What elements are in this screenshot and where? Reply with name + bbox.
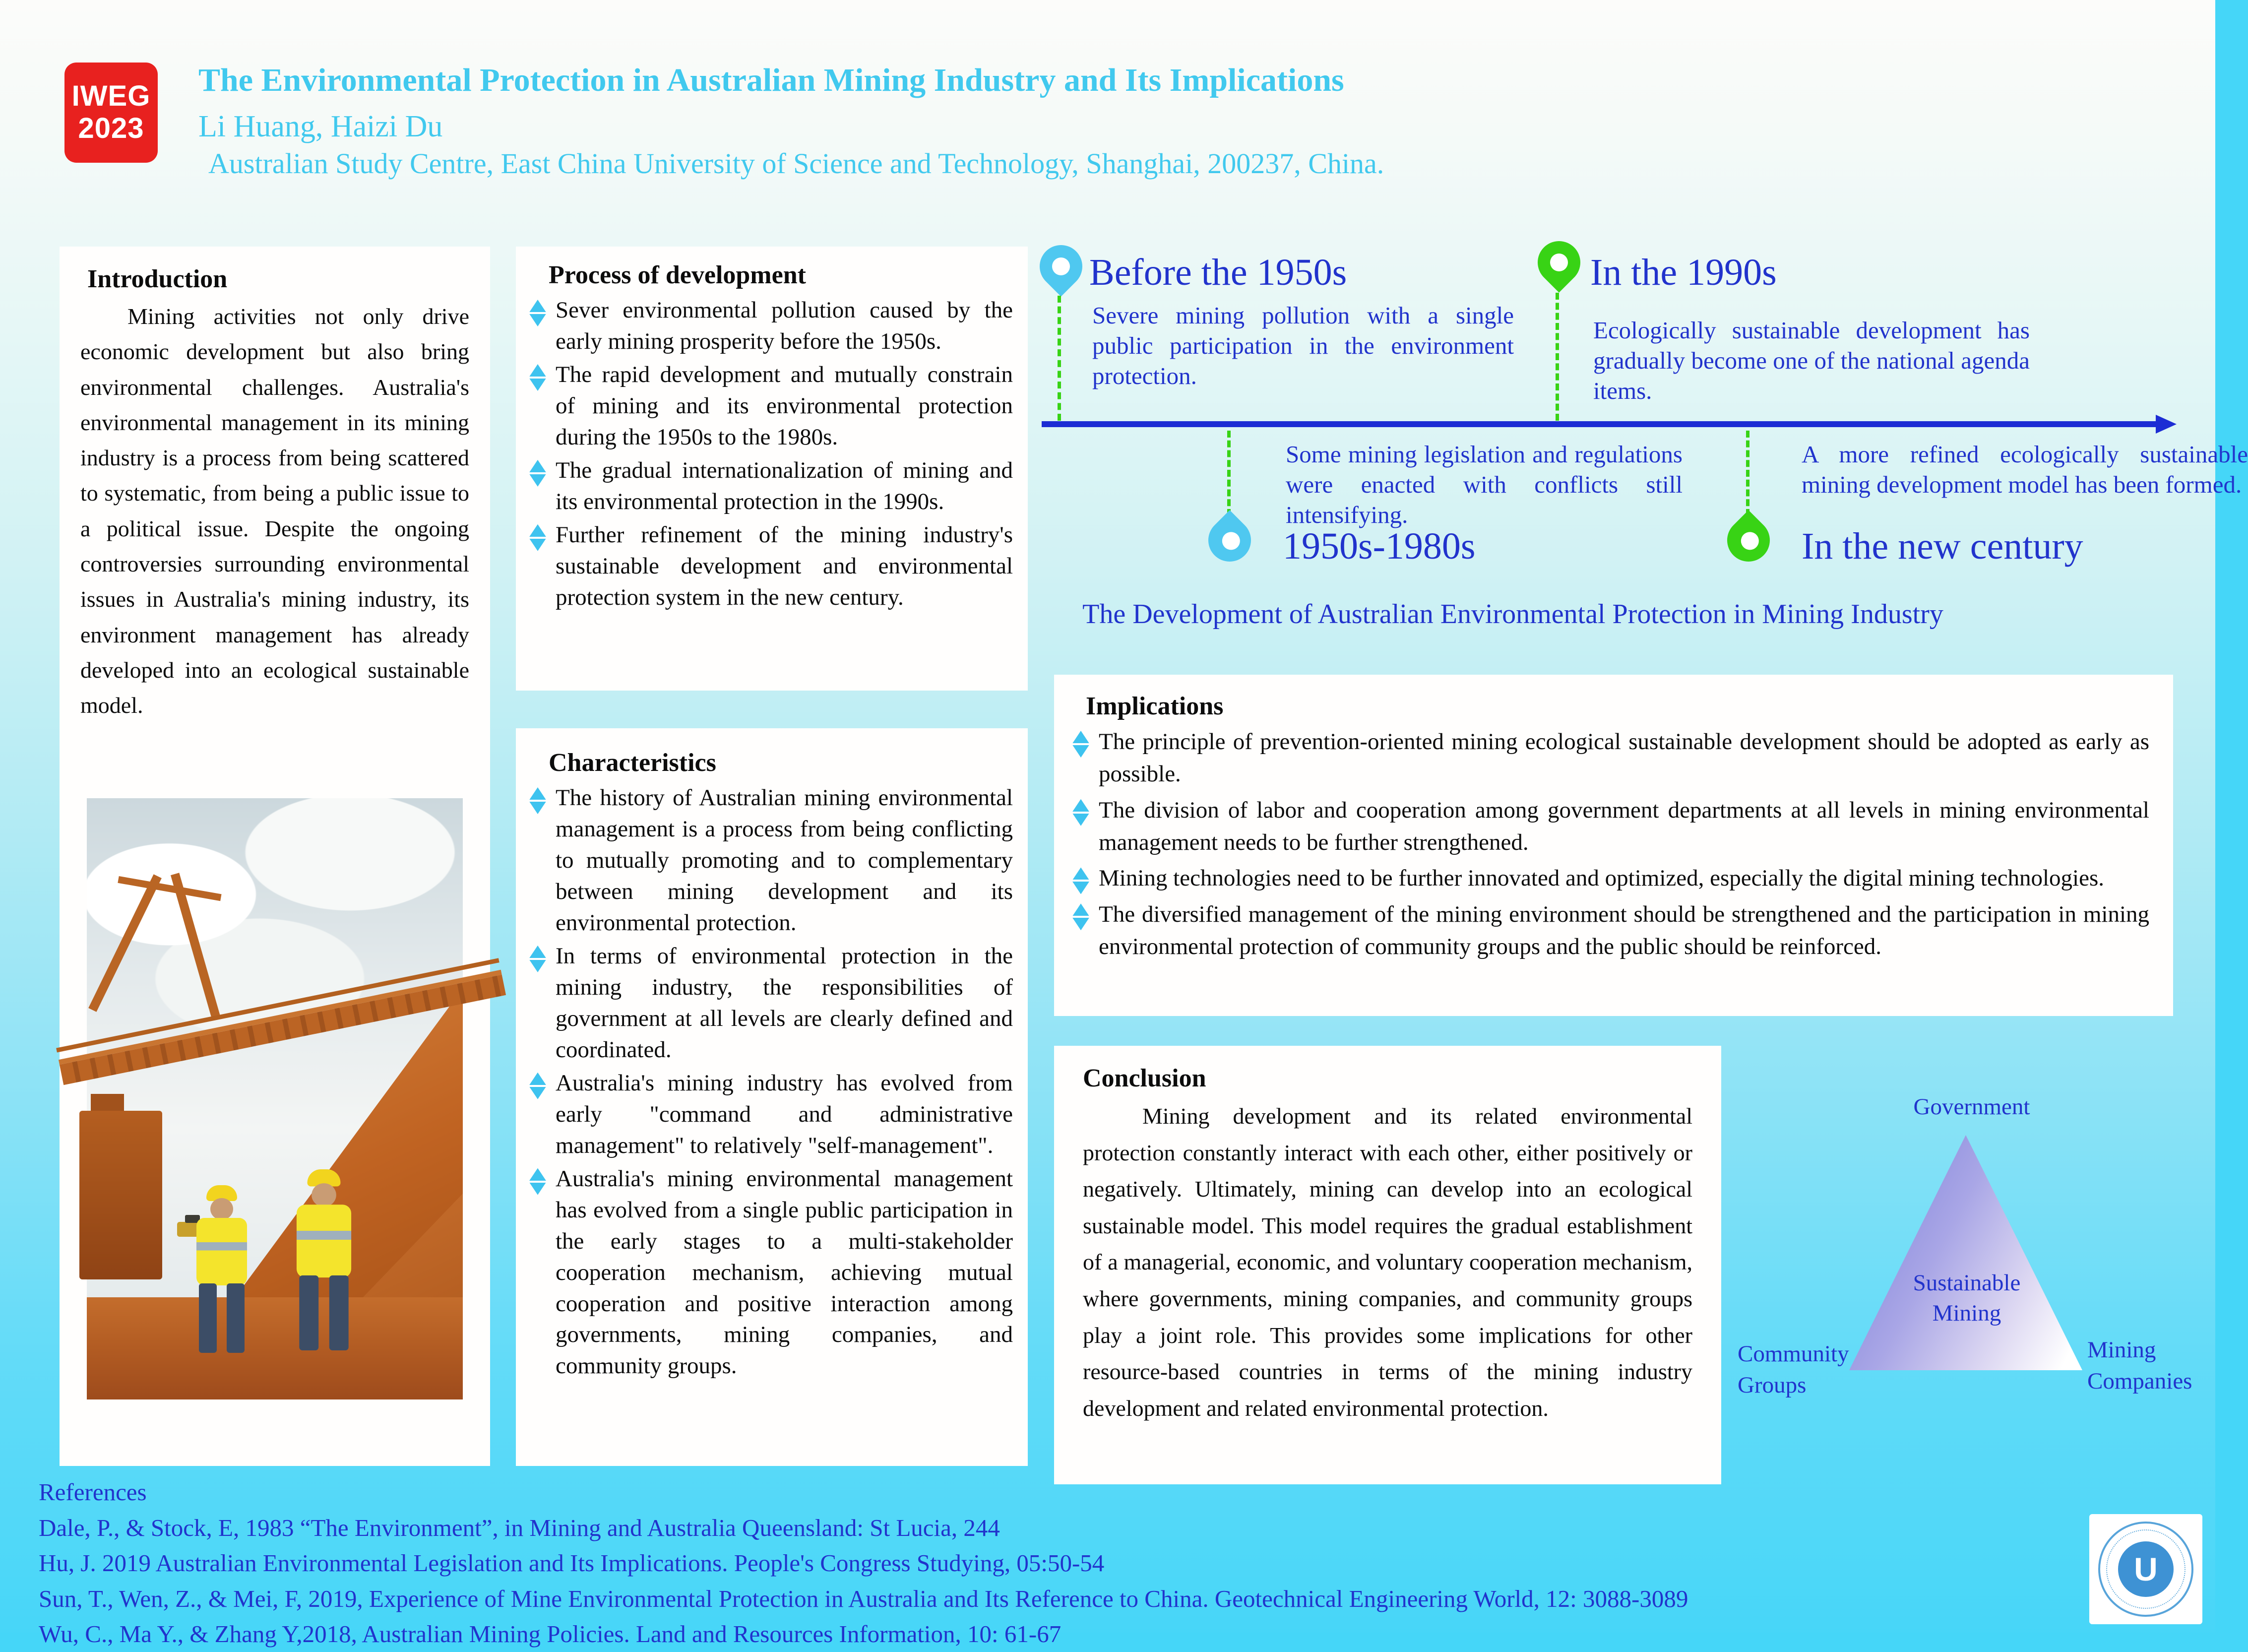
poster-affiliation: Australian Study Centre, East China University of Science and Technology, Shanghai, 200237, China. [208, 147, 1384, 180]
poster-title: The Environmental Protection in Australian Mining Industry and Its Implications [198, 62, 1344, 98]
reference-item: Dale, P., & Stock, E, 1983 “The Environment”, in Mining and Australia Queensland: St Lucia, 244 [39, 1514, 1000, 1541]
timeline-connector [1227, 431, 1231, 516]
diamond-bullet-icon [529, 1073, 547, 1099]
references-block [39, 1474, 1904, 1652]
introduction-heading: Introduction [87, 265, 228, 293]
triangle-diagram [1849, 1135, 2082, 1370]
badge-line2: 2023 [78, 112, 144, 144]
timeline-text-before-1950s: Severe mining pollution with a single public participation in the environment protection. [1092, 302, 1514, 389]
implications-heading: Implications [1086, 692, 1224, 720]
bullet-item: Australia's mining environmental management has evolved from a single public participation in the early stages to a multi-stakeholder cooperation mechanism, achieving mutual cooperation and positive interaction among governments, mining companies, and community groups. [525, 1163, 1013, 1382]
bullet-item: In terms of environmental protection in the mining industry, the responsibilities of government at all levels are clearly defined and coordinated. [525, 941, 1013, 1066]
diamond-bullet-icon [529, 460, 547, 487]
triangle-label-community-groups: Community Groups [1738, 1341, 1849, 1398]
characteristics-panel [516, 728, 1028, 1466]
bullet-item: The division of labor and cooperation among government departments at all levels in mining environmental management needs to be further strengthened. [1068, 794, 2149, 859]
map-pin-icon-1990s [1529, 232, 1589, 293]
teardrop-marker-icon-new-century [1718, 510, 1779, 571]
introduction-body: Mining activities not only drive economic development but also bring environmental challenges. Australia's environmental management in its mining industry is a process from being scattered to systematic, from being a public issue to a political issue. Despite the ongoing controversies surrounding environmental issues in Australia's mining industry, its environment management has already developed into an ecological sustainable model. [80, 304, 469, 718]
triangle-label-government: Government [1913, 1094, 2030, 1120]
references-heading: References [39, 1478, 147, 1506]
diamond-bullet-icon [1072, 731, 1090, 758]
badge-line1: IWEG [71, 80, 151, 113]
triangle-label-mining-companies: Mining Companies [2087, 1337, 2192, 1395]
timeline-caption: The Development of Australian Environmental Protection in Mining Industry [1082, 599, 1943, 630]
diamond-bullet-icon [529, 1168, 547, 1195]
timeline-connector [1058, 296, 1061, 421]
reference-item: Sun, T., Wen, Z., & Mei, F, 2019, Experience of Mine Environmental Protection in Australia and Its Reference to China. Geotechnical Engineering World, 12: 3088-3089 [39, 1585, 1688, 1612]
bullet-item: Mining technologies need to be further innovated and optimized, especially the digital mining technologies. [1068, 862, 2149, 894]
mine-site-photo [87, 798, 463, 1399]
diamond-bullet-icon [529, 946, 547, 972]
bullet-item: Further refinement of the mining industry's sustainable development and environmental protection system in the new century. [525, 519, 1013, 613]
conclusion-body: Mining development and its related environmental protection constantly interact with each other, either positively or negatively. Ultimately, mining can develop into an ecological sustainable model. This model requires the gradual establishment of a managerial, economic, and voluntary cooperation mechanism, where governments, mining companies, and community groups play a joint role. This provides some implications for other resource-based countries in terms of the mining industry development and related environmental protection. [1083, 1103, 1692, 1421]
timeline-connector [1746, 431, 1749, 516]
triangle-label-sustainable-mining: Sustainable Mining [1913, 1270, 2021, 1327]
bullet-item: Australia's mining industry has evolved from early "command and administrative management" to relatively "self-management". [525, 1068, 1013, 1161]
diamond-bullet-icon [529, 787, 547, 814]
photo-mining-machine [79, 1111, 162, 1279]
bullet-item: The rapid development and mutually constrain of mining and its environmental protection during the 1950s to the 1980s. [525, 359, 1013, 453]
photo-ground [87, 1297, 463, 1399]
diamond-bullet-icon [529, 524, 547, 551]
diamond-bullet-icon [529, 300, 547, 326]
timeline-connector [1556, 293, 1559, 421]
timeline-axis [1042, 421, 2159, 427]
photo-support-frame [118, 869, 217, 1020]
process-heading: Process of development [549, 261, 806, 289]
bullet-item: The history of Australian mining environmental management is a process from being conflicting to mutually promoting and to complementary between mining development and its environmental protection. [525, 782, 1013, 939]
process-panel [516, 247, 1028, 691]
bullet-item: Sever environmental pollution caused by the early mining prosperity before the 1950s. [525, 295, 1013, 357]
implications-panel [1054, 675, 2173, 1016]
teardrop-marker-icon-1950s-1980s [1199, 510, 1260, 571]
reference-item: Wu, C., Ma Y., & Zhang Y,2018, Australian Mining Policies. Land and Resources Information, 10: 61-67 [39, 1620, 1062, 1648]
diamond-bullet-icon [1072, 867, 1090, 894]
conference-badge [64, 63, 158, 163]
poster-authors: Li Huang, Haizi Du [198, 110, 443, 143]
conclusion-heading: Conclusion [1083, 1064, 1206, 1092]
implications-bullet-list [1068, 726, 2149, 963]
timeline-text-new-century: A more refined ecologically sustainable mining development model has been formed. [1802, 441, 2248, 498]
timeline-text-1990s: Ecologically sustainable development has gradually become one of the national agenda items. [1593, 317, 2030, 404]
university-logo-ring [2098, 1522, 2193, 1617]
characteristics-bullet-list [525, 782, 1013, 1382]
bullet-item: The gradual internationalization of mining and its environmental protection in the 1990s. [525, 455, 1013, 517]
map-pin-icon-before-1950s [1031, 236, 1091, 297]
timeline-text-1950s-1980s: Some mining legislation and regulations were enacted with conflicts still intensifying. [1286, 441, 1683, 528]
timeline-label-1950s-1980s: 1950s-1980s [1283, 525, 1476, 567]
introduction-panel [60, 247, 490, 1466]
diamond-bullet-icon [1072, 799, 1090, 826]
timeline-arrowhead-icon [2156, 415, 2177, 434]
diamond-bullet-icon [529, 364, 547, 391]
timeline-label-new-century: In the new century [1802, 525, 2083, 567]
characteristics-heading: Characteristics [549, 749, 716, 777]
diamond-bullet-icon [1072, 903, 1090, 930]
conclusion-panel [1054, 1046, 1721, 1484]
university-logo-emblem-icon: U [2118, 1541, 2174, 1597]
reference-item: Hu, J. 2019 Australian Environmental Legislation and Its Implications. People's Congress Studying, 05:50-54 [39, 1549, 1105, 1577]
timeline-label-before-1950s: Before the 1950s [1089, 252, 1347, 293]
process-bullet-list [525, 295, 1013, 613]
bullet-item: The principle of prevention-oriented mining ecological sustainable development should be adopted as early as possible. [1068, 726, 2149, 790]
bullet-item: The diversified management of the mining environment should be strengthened and the participation in mining environmental protection of community groups and the public should be reinforced. [1068, 898, 2149, 963]
university-logo [2089, 1514, 2202, 1624]
timeline-label-1990s: In the 1990s [1590, 252, 1777, 293]
